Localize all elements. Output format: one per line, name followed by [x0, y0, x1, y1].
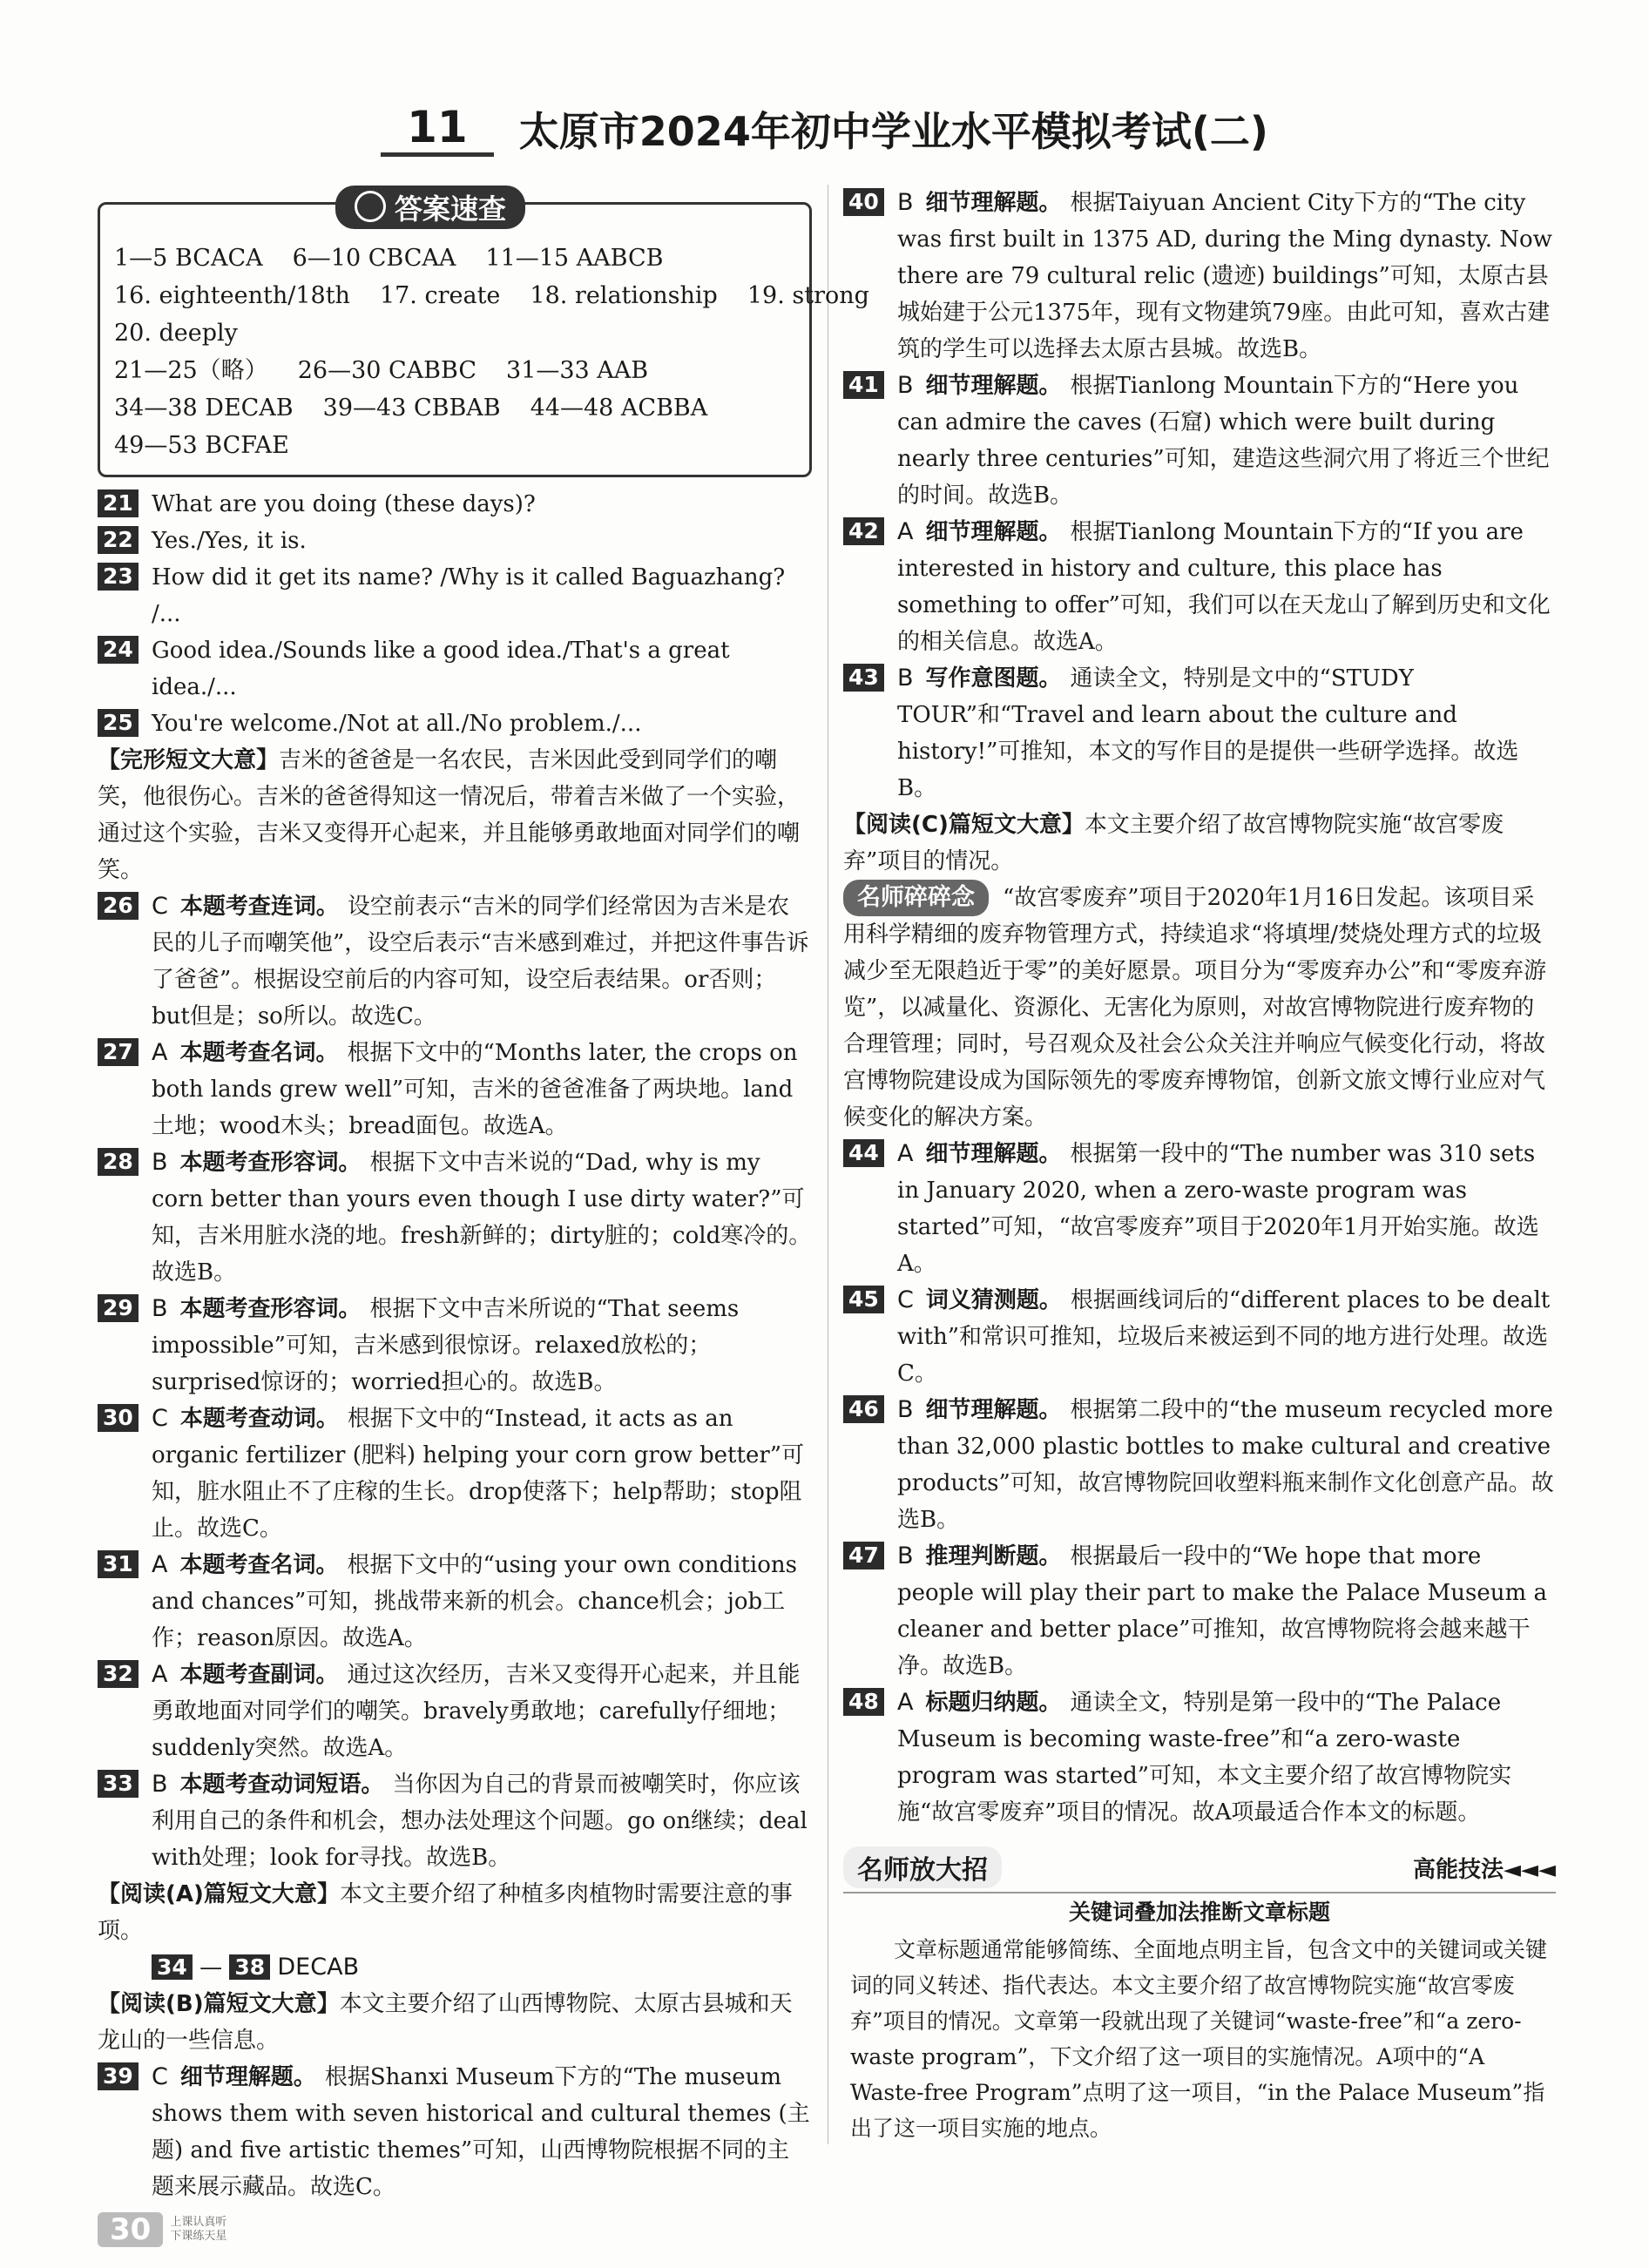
- answer-key-cell: 18. relationship: [530, 282, 718, 309]
- question-type: 细节理解题。: [925, 373, 1062, 399]
- question-type: 本题考查连词。: [179, 894, 339, 920]
- tip-title: 关键词叠加法推断文章标题: [1068, 1900, 1330, 1925]
- answer-key-row: [114, 240, 795, 277]
- question-explanation: [843, 1684, 1556, 1831]
- question-number: 42: [843, 517, 884, 545]
- question-number: 40: [843, 188, 884, 216]
- question-explanation: [98, 1401, 812, 1547]
- question-type: 本题考查动词短语。: [179, 1772, 384, 1798]
- question-number: 44: [843, 1139, 884, 1167]
- answer-text: Good idea./Sounds like a good idea./That's a great idea./...: [152, 638, 730, 700]
- question-number: 46: [843, 1395, 884, 1423]
- magnifier-icon: [355, 191, 386, 222]
- question-number: 31: [98, 1550, 139, 1578]
- question-number: 43: [843, 664, 884, 692]
- answer-key-cell: 26—30 CABBC: [297, 357, 477, 384]
- explanation-text: 当你因为自己的背景而被嘲笑时，你应该利用自己的条件和机会，想办法处理这个问题。go on继续；deal with处理；look for寻找。故选B。: [152, 1772, 808, 1871]
- answer-34-38: 34 — 38 DECAB: [98, 1949, 812, 1986]
- answer-key-cell: 17. create: [379, 282, 501, 309]
- question-type: 细节理解题。: [925, 1141, 1062, 1167]
- question-type: 细节理解题。: [925, 519, 1062, 545]
- teacher-note-label: 名师碎碎念: [843, 880, 989, 916]
- question-number: 47: [843, 1542, 884, 1569]
- question-explanation: [843, 1538, 1556, 1684]
- question-type: 推理判断题。: [925, 1543, 1062, 1569]
- answer-letter: B: [152, 1771, 168, 1798]
- explanation-text: 根据最后一段中的“We hope that more people will play their part to make the Palace Museum a cleaner and better place”可推知，故宫博物院将会越来越干净。故选B。: [897, 1543, 1547, 1679]
- explanation-text: 根据第二段中的“the museum recycled more than 32,000 plastic bottles to make cultural and creative products”可知，故宫博物院回收塑料瓶来制作文化创意产品。故选B。: [897, 1397, 1554, 1533]
- answer-letter: A: [152, 1661, 168, 1688]
- question-type: 写作意图题。: [925, 665, 1062, 692]
- answer-key-cell: 16. eighteenth/18th: [114, 282, 350, 309]
- answer-letter: B: [897, 372, 914, 399]
- answer-letter: A: [897, 1140, 914, 1167]
- question-number: 32: [98, 1660, 139, 1688]
- tip-body: 文章标题通常能够简练、全面地点明主旨，包含文中的关键词或关键词的同义转述、指代表达。本文主要介绍了故宫博物院实施“故宫零废弃”项目的情况。文章第一段就出现了关键词“waste-free”和“a zero-waste program”，下文介绍了这一项目的实施情况。A项中的“A Waste-free Program”点明了这一项目，“in the Palace Museum”指出了这一项目实施的地点。: [850, 1937, 1548, 2141]
- question-type: 本题考查动词。: [179, 1406, 339, 1432]
- tip-label: 名师放大招: [843, 1846, 1002, 1888]
- explanation-text: 设空前表示“吉米的同学们经常因为吉米是农民的儿子而嘲笑他”，设空后表示“吉米感到难过，并把这件事告诉了爸爸”。根据设空前后的内容可知，设空后表结果。or否则；but但是；so所以。故选C。: [152, 894, 809, 1029]
- answer-letter: B: [897, 1396, 914, 1423]
- question-type: 细节理解题。: [925, 190, 1062, 216]
- explanation-text: 通读全文，特别是第一段中的“The Palace Museum is becoming waste-free”和“a zero-waste program was started”可知，本文主要介绍了故宫博物院实施“故宫零废弃”项目的情况。故A项最适合作本文的标题。: [897, 1690, 1512, 1826]
- question-type: 本题考查名词。: [179, 1552, 339, 1578]
- explanation-text: 通读全文，特别是文中的“STUDY TOUR”和“Travel and learn about the culture and history!”可推知，本文的写作目的是提供一些研学选择。故选B。: [897, 665, 1519, 801]
- question-type: 本题考查形容词。: [179, 1296, 362, 1322]
- answer-key-cell: 34—38 DECAB: [114, 395, 294, 422]
- answer-letter: B: [152, 1149, 168, 1176]
- question-number: 27: [98, 1038, 139, 1066]
- answer-letter: B: [152, 1295, 168, 1322]
- answer-letter: A: [152, 1551, 168, 1578]
- answer-key-row: [114, 277, 869, 314]
- answer-letter: B: [897, 665, 914, 692]
- question-explanation: [98, 1035, 812, 1144]
- reading-a-summary: 【阅读(A)篇短文大意】本文主要介绍了种植多肉植物时需要注意的事项。: [98, 1881, 793, 1944]
- writing-answer: [98, 523, 812, 559]
- answer-key-cell: 20. deeply: [114, 320, 238, 347]
- answer-key-cell: 6—10 CBCAA: [292, 245, 456, 272]
- question-number: 25: [98, 709, 139, 737]
- footer-tagline: 上课认真听 下课练天星: [170, 2216, 227, 2243]
- explanation-text: 根据下文中吉米所说的“That seems impossible”可知，吉米感到很惊讶。relaxed放松的；surprised惊讶的；worried担心的。故选B。: [152, 1296, 740, 1395]
- question-explanation: [843, 660, 1556, 807]
- reading-b-summary: 【阅读(B)篇短文大意】本文主要介绍了山西博物院、太原古县城和天龙山的一些信息。: [98, 1991, 793, 2054]
- question-number: 26: [98, 892, 139, 920]
- teacher-note: 名师碎碎念 “故宫零废弃”项目于2020年1月16日发起。该项目采用科学精细的废弃物管理方式，持续追求“将填埋/焚烧处理方式的垃圾减少至无限趋近于零”的美好愿景。项目分为“零废弃办公”和“零废弃游览”，以减量化、资源化、无害化为原则，对故宫博物院进行废弃物的合理管理；同时，号召观众及社会公众关注并响应气候变化行动，将故宫博物院建设成为国际领先的零废弃博物馆，创新文旅文博行业应对气候变化的解决方案。: [843, 880, 1556, 1136]
- answer-letter: A: [152, 1039, 168, 1066]
- tip-subtitle: 高能技法◄◄◄: [1413, 1856, 1556, 1883]
- question-type: 本题考查副词。: [179, 1662, 339, 1688]
- explanation-text: 根据下文中的“Months later, the crops on both lands grew well”可知，吉米的爸爸准备了两块地。land土地；wood木头；bread面包。故选A。: [152, 1040, 798, 1139]
- question-type: 词义猜测题。: [925, 1287, 1062, 1313]
- question-number: 21: [98, 489, 139, 517]
- question-explanation: [98, 888, 812, 1035]
- answer-key-row: [114, 427, 795, 464]
- question-type: 本题考查形容词。: [179, 1150, 362, 1176]
- question-explanation: [98, 2059, 812, 2205]
- question-explanation: [98, 1144, 812, 1291]
- question-number: 29: [98, 1294, 139, 1322]
- answer-key-label: 答案速查: [335, 186, 525, 229]
- question-explanation: [843, 185, 1556, 368]
- answer-key-cell: 21—25（略）: [114, 357, 268, 384]
- question-type: 细节理解题。: [925, 1397, 1062, 1423]
- question-number: 28: [98, 1148, 139, 1176]
- answer-key-row: [114, 314, 795, 352]
- question-number: 24: [98, 636, 139, 664]
- tip-header: [843, 1846, 1556, 1893]
- question-number: 22: [98, 526, 139, 554]
- answer-key-cell: 19. strong: [747, 282, 869, 309]
- answer-letter: B: [897, 1542, 914, 1569]
- answer-key-row: [114, 389, 795, 427]
- answer-letter: C: [152, 1405, 168, 1432]
- answer-key-cell: 44—48 ACBBA: [530, 395, 708, 422]
- page-footer: [98, 2212, 231, 2247]
- explanation-text: 根据画线词后的“different places to be dealt with”和常识可推知，垃圾后来被运到不同的地方进行处理。故选C。: [897, 1287, 1551, 1387]
- explanation-text: 根据下文中吉米说的“Dad, why is my corn better than yours even though I use dirty water?”可知，吉米用脏水浇的地。fresh新鲜的；dirty脏的；cold寒冷的。故选B。: [152, 1150, 812, 1286]
- answer-letter: A: [897, 518, 914, 545]
- explanation-text: 通过这次经历，吉米又变得开心起来，并且能勇敢地面对同学们的嘲笑。bravely勇敢地；carefully仔细地；suddenly突然。故选A。: [152, 1662, 801, 1761]
- answer-key-row: [114, 352, 795, 389]
- answer-letter: B: [897, 189, 914, 216]
- question-explanation: [843, 368, 1556, 514]
- writing-answer: [98, 705, 812, 742]
- page-title: 太原市2024年初中学业水平模拟考试(二): [518, 108, 1268, 155]
- answer-letter: C: [152, 893, 168, 920]
- question-number: 30: [98, 1404, 139, 1432]
- answer-key-cell: 31—33 AAB: [506, 357, 649, 384]
- question-number: 45: [843, 1286, 884, 1313]
- answer-text: Yes./Yes, it is.: [152, 528, 307, 554]
- explanation-text: 根据Tianlong Mountain下方的“If you are interested in history and culture, this place has something to offer”可知，我们可以在天龙山了解到历史和文化的相关信息。故选A。: [897, 519, 1551, 655]
- writing-answer: [98, 486, 812, 523]
- writing-answer: [98, 559, 812, 632]
- question-type: 细节理解题。: [179, 2064, 316, 2090]
- reading-c-summary: 【阅读(C)篇短文大意】本文主要介绍了故宫博物院实施“故宫零废弃”项目的情况。: [843, 812, 1504, 874]
- question-number: 39: [98, 2062, 139, 2090]
- explanation-text: 根据Shanxi Museum下方的“The museum shows them with seven historical and cultural themes (主题) and five artistic themes”可知，山西博物院根据不同的主题来展示藏品。故选C。: [152, 2064, 810, 2200]
- explanation-text: 根据下文中的“using your own conditions and chances”可知，挑战带来新的机会。chance机会；job工作；reason原因。故选A。: [152, 1552, 797, 1651]
- answer-text: You're welcome./Not at all./No problem./...: [152, 711, 642, 737]
- answer-key-cell: 49—53 BCFAE: [114, 432, 289, 459]
- question-type: 标题归纳题。: [925, 1690, 1062, 1716]
- explanation-text: 根据第一段中的“The number was 310 sets in January 2020, when a zero-waste program was started”可知，“故宫零废弃”项目于2020年1月开始实施。故选A。: [897, 1141, 1539, 1277]
- question-explanation: [98, 1291, 812, 1401]
- question-explanation: [98, 1547, 812, 1657]
- page-number: 30: [98, 2212, 163, 2247]
- question-type: 本题考查名词。: [179, 1040, 339, 1066]
- question-explanation: [843, 1392, 1556, 1538]
- exam-number: 11: [381, 102, 494, 157]
- question-number: 41: [843, 371, 884, 399]
- answer-letter: A: [897, 1689, 914, 1716]
- answer-text: What are you doing (these days)?: [152, 491, 536, 517]
- question-number: 23: [98, 563, 139, 591]
- question-explanation: [98, 1657, 812, 1766]
- answer-letter: C: [897, 1286, 914, 1313]
- answer-letter: C: [152, 2063, 168, 2090]
- answer-key-cell: 39—43 CBBAB: [322, 395, 501, 422]
- question-explanation: [98, 1766, 812, 1876]
- question-explanation: [843, 514, 1556, 660]
- writing-answer: [98, 632, 812, 705]
- question-explanation: [843, 1136, 1556, 1282]
- question-number: 48: [843, 1688, 884, 1716]
- page-header: [0, 100, 1649, 158]
- answer-text: How did it get its name? /Why is it called Baguazhang? /...: [152, 564, 786, 627]
- right-column: [843, 185, 1556, 2146]
- question-explanation: [843, 1282, 1556, 1392]
- answer-key-cell: 11—15 AABCB: [485, 245, 664, 272]
- explanation-text: 根据Tianlong Mountain下方的“Here you can admire the caves (石窟) which were built during nearly three centuries”可知，建造这些洞穴用了将近三个世纪的时间。故选B。: [897, 373, 1550, 509]
- question-number: 33: [98, 1770, 139, 1798]
- answer-key-cell: 1—5 BCACA: [114, 245, 263, 272]
- explanation-text: 根据下文中的“Instead, it acts as an organic fertilizer (肥料) helping your corn grow better”可知，脏水阻止不了庄稼的生长。drop使落下；help帮助；stop阻止。故选C。: [152, 1406, 805, 1542]
- cloze-summary: 【完形短文大意】吉米的爸爸是一名农民，吉米因此受到同学们的嘲笑，他很伤心。吉米的爸爸得知这一情况后，带着吉米做了一个实验，通过这个实验，吉米又变得开心起来，并且能够勇敢地面对同学们的嘲笑。: [98, 747, 801, 883]
- explanation-text: 根据Taiyuan Ancient City下方的“The city was first built in 1375 AD, during the Ming dynasty. Now there are 79 cultural relic (遗迹) buildings”可知，太原古县城始建于公元1375年，现有文物建筑79座。由此可知，喜欢古建筑的学生可以选择去太原古县城。故选B。: [897, 190, 1552, 362]
